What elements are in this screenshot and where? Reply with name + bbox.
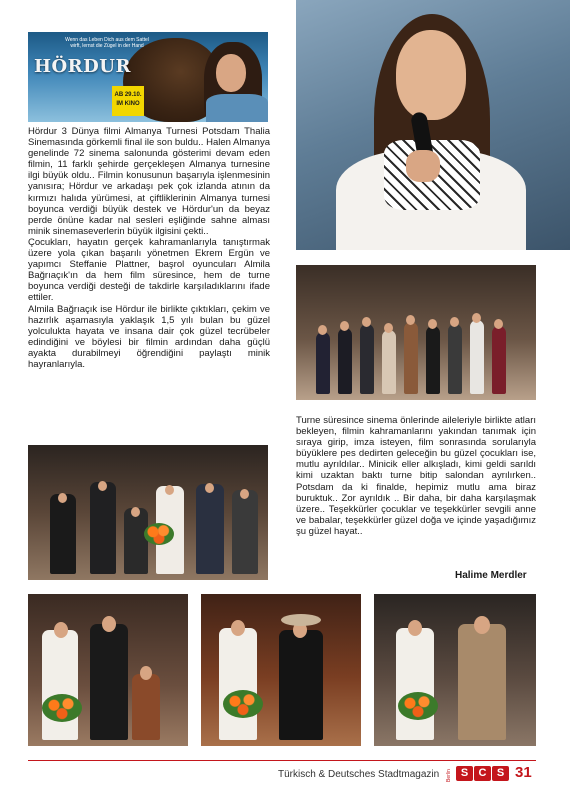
poster-im-kino: IM KINO xyxy=(116,101,140,107)
group-person xyxy=(426,326,440,394)
group-person-head xyxy=(384,323,393,333)
group-person xyxy=(404,322,418,394)
page-number: 31 xyxy=(515,764,532,781)
photo-actress-with-director xyxy=(374,594,536,746)
family-person xyxy=(124,508,148,574)
photo-person xyxy=(219,628,257,740)
photo-person xyxy=(132,674,160,740)
photo-person-head xyxy=(140,666,152,680)
girl-body-shape xyxy=(206,94,268,122)
article-paragraph-1: Hördur 3 Dünya filmi Almanya Turnesi Potsdam Thalia Sinemasında görkemli final ile son buldu.. Halen Almanya genelinde 72 sinema salonunda gösterimi devam eden filmin, 11 farklı şehirde gerçekleşen Almanya turnesine ilgi büyük oldu.. Filmin konusunun başarıyla işlenmesinin yanısıra; Hördur ve arkadaşı pek çok izlanda atının da kırmızı halıda yürümesi, at çiftliklerinin Almanya turnesi boyunca verdiği büyük destek ve Hördur'un da beyaz perde önüne kadar nal sesleri eşliğinde sahne alması minik sinemaseverlerin büyük ilgisini çekti.. xyxy=(28,126,270,237)
flower-bouquet xyxy=(223,690,263,718)
flower-bouquet xyxy=(42,694,82,722)
poster-date-badge xyxy=(112,86,144,116)
article-paragraph-2: Çocukları, hayatın gerçek kahramanlarıyla tanıştırmak üzere yola çıkan başarılı yönetmen Ekrem Ergün ve yapımcı Steffanie Plattner, başrol oyuncuları Almila Bağrıaçık'ın da hem film süresince, hem de turne boyunca verdiği desteği de takdirle karşıladıklarını ifade ettiler. xyxy=(28,236,270,304)
group-person xyxy=(316,332,330,394)
footer-divider xyxy=(28,760,536,761)
flower-bouquet xyxy=(398,692,438,720)
article-right-text: Turne süresince sinema önlerinde aileleriyle birlikte atları bekleyen, filmin kahramanlarını yakından tanımak için sıraya girip, imza isteyen, film sonrasında sorularıyla büyüklere pes dedirten geleceğin bu güzel çocukları ise, mutlu ayrıldılar.. Minicik eller alkışladı, kimi geldi sarıldı kimi uzaktan baktı turne bitip salondan ayrılırken.. Potsdam da ki finalde, hepimiz mutlu ama biraz buruktuk.. Zor ayrıldık .. Bir daha, bir daha karşılaşmak üzere.. Teşekkürler çocuklar ve teşekkürler sevgili anne ve babalar, teşekkürler güzel doğa ve içinde yaşadığımız şu güzel hayat.. xyxy=(296,415,536,537)
film-poster-image xyxy=(28,32,268,122)
footer-logo xyxy=(456,766,509,781)
portrait-photo-microphone xyxy=(296,0,570,250)
photo-actress-with-mother-and-boy xyxy=(28,594,188,746)
logo-letter: C xyxy=(474,766,491,781)
family-person-head xyxy=(58,493,67,503)
family-person-head xyxy=(98,481,107,491)
photo-person-head xyxy=(474,616,490,634)
family-person-head xyxy=(131,507,140,517)
photo-person-head xyxy=(102,616,116,632)
group-person-head xyxy=(450,317,459,327)
logo-letter: S xyxy=(456,766,473,781)
group-photo-cinema-lobby xyxy=(296,265,536,400)
photo-person xyxy=(279,630,323,740)
group-person xyxy=(492,326,506,394)
family-photo xyxy=(28,445,268,580)
poster-tagline: Wenn das Leben Dich aus dem Sattel wirft, lernst die Zügel in der Hand xyxy=(65,37,149,49)
group-person-head xyxy=(494,319,503,329)
group-person xyxy=(448,324,462,394)
photo-person-head xyxy=(231,620,245,636)
article-main-text xyxy=(28,126,270,370)
group-person-head xyxy=(318,325,327,335)
group-person-head xyxy=(472,313,481,323)
family-person xyxy=(50,494,76,574)
footer-magazine-name: Türkisch & Deutsches Stadtmagazin xyxy=(278,769,440,780)
poster-date: AB 29.10. xyxy=(114,92,142,98)
logo-letter: S xyxy=(492,766,509,781)
group-person xyxy=(470,320,484,394)
family-person xyxy=(232,490,258,574)
flower-bouquet xyxy=(144,523,174,545)
author-signature: Halime Merdler xyxy=(455,570,527,581)
family-person-head xyxy=(165,485,174,495)
group-person-head xyxy=(362,317,371,327)
portrait-face xyxy=(396,30,466,120)
hat-icon xyxy=(281,614,321,626)
family-person xyxy=(196,484,224,574)
family-person xyxy=(90,482,116,574)
girl-face-shape xyxy=(216,54,246,92)
poster-title: HÖRDUR xyxy=(34,56,131,77)
group-person xyxy=(360,324,374,394)
photo-person-head xyxy=(54,622,68,638)
article-paragraph-3: Almila Bağrıaçık ise Hördur ile birlikte çıktıkları, çekim ve hazırlık aşamasıyla yaklaşık 1,5 yılı bulan bu güzel yolculukta hayata ve insana dair çok güzel tecrübeler edindiğini ve böylesi bir filmin ardından daha güçlü ayakta durabilmeyi öğrendiğini paylaştı minik hayranlarıyla. xyxy=(28,303,270,370)
family-person-head xyxy=(240,489,249,499)
footer-city-label: Berlin xyxy=(446,769,452,782)
group-person xyxy=(338,328,352,394)
group-person xyxy=(382,330,396,394)
photo-person xyxy=(42,630,78,740)
photo-person-head xyxy=(408,620,422,636)
group-person-head xyxy=(428,319,437,329)
group-person-head xyxy=(340,321,349,331)
photo-actress-with-woman-in-hat xyxy=(201,594,361,746)
photo-person xyxy=(90,624,128,740)
photo-person xyxy=(458,624,506,740)
family-person-head xyxy=(205,483,214,493)
portrait-hand xyxy=(406,150,440,182)
group-person-head xyxy=(406,315,415,325)
photo-person xyxy=(396,628,434,740)
